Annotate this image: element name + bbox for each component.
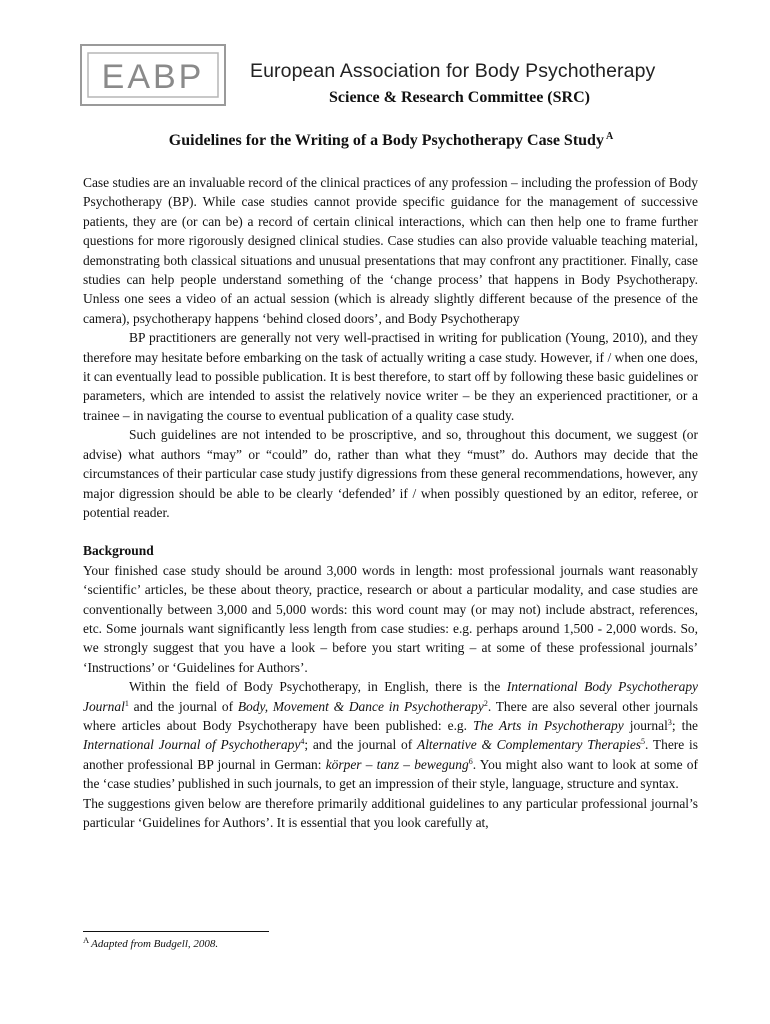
background-paragraph-1: Your finished case study should be around 3,000 words in length: most professional journals want reasonably ‘scientific’ articles, be these about theory, practice, research or about a particular modality, and case studies are conventionally between 3,000 and 5,000 words: this word count may (or may not) include abstract, references, etc. Some journals want significantly less length from case studies: e.g. perhaps around 1,500 - 2,000 words. So, we strongly suggest that you have a look – before you start writing – at some of these professional journals’ ‘Instructions’ or ‘Guidelines for Authors’. (83, 562, 698, 675)
eabp-logo (80, 44, 226, 106)
footnote (83, 935, 219, 950)
journal-title: Alternative & Complementary Therapies (416, 737, 642, 753)
footnote-ref: 5 (641, 737, 646, 747)
journal-title: International Journal of Psychotherapy (83, 737, 301, 753)
journal-title: International Body Psychotherapy Journal (83, 679, 699, 714)
document-title (0, 132, 770, 150)
footnote-mark: A (83, 935, 90, 945)
text-run: journal (623, 717, 668, 733)
journal-title: The Arts in Psychotherapy (473, 717, 624, 733)
intro-paragraph-1: Case studies are an invaluable record of the clinical practices of any profession – including the profession of Body Psychotherapy (BP). While case studies cannot provide specific guidance for the management of successive patients, they are (or can be) a record of certain clinical interactions, which can then help one to frame further questions for more rigorously designed clinical studies. Case studies can also provide valuable teaching material, demonstrating both classical situations and unusual presentations that may confront any practitioner. Finally, case studies can help people understand something of the ‘change process’ that happens in Body Psychotherapy. Unless one sees a video of an actual session (which is already slightly different because of the presence of the camera), psychotherapy happens ‘behind closed doors’, and Body Psychotherapy (83, 175, 698, 326)
background-heading: Background (83, 543, 154, 559)
footnote-ref: 6 (468, 756, 473, 766)
document-body (83, 173, 698, 832)
footnote-ref: 4 (300, 737, 305, 747)
journal-title: körper – tanz – bewegung (325, 756, 469, 772)
text-run: . There are also several other journals where articles about Body Psychotherapy have been published: e.g. (83, 698, 698, 733)
title-footnote-mark: A (605, 131, 614, 142)
committee-name: Science & Research Committee (SRC) (329, 89, 590, 106)
background-paragraph-3: The suggestions given below are therefore primarily additional guidelines to any particular professional journal’s particular ‘Guidelines for Authors’. It is essential that you look carefully at, (83, 795, 698, 830)
text-run: ; and the journal of (304, 737, 417, 753)
background-paragraph-2 (83, 677, 698, 793)
text-run: ; the (671, 717, 699, 733)
journal-title: Body, Movement & Dance in Psychotherapy (237, 698, 484, 714)
text-run: Within the field of Body Psychotherapy, in English, there is the (129, 679, 507, 695)
footnote-ref: 3 (667, 717, 672, 727)
text-run: . You might also want to look at some of the ‘case studies’ published in such journals, to get an impression of their style, language, structure and syntax. (83, 756, 698, 792)
svg-text:EABP: EABP (101, 58, 205, 96)
footnote-text: Adapted from Budgell, 2008. (91, 938, 219, 950)
footnote-divider (83, 931, 269, 932)
intro-paragraph-2: BP practitioners are generally not very well-practised in writing for publication (Young, 2010), and they therefore may hesitate before embarking on the task of actually writing a case study. However, if / when one does, it can eventually lead to possible publication. It is best therefore, to start off by following these basic guidelines or parameters, which are intended to assist the relatively novice writer – be they an experienced practitioner, or a trainee – in navigating the course to eventual publication of a quality case study. (83, 330, 698, 423)
footnote-ref: 2 (483, 698, 488, 708)
organization-name: European Association for Body Psychotherapy (250, 60, 656, 82)
intro-paragraph-3: Such guidelines are not intended to be proscriptive, and so, throughout this document, we suggest (or advise) what authors “may” or “could” do, rather than what they “must” do. Authors may decide that the circumstances of their particular case study justify digressions from these general recommendations, however, any major digression should be able to be clearly ‘defended’ if / when possibly questioned by an editor, referee, or potential reader. (83, 427, 698, 520)
text-run: . There is another professional BP journal in German: (83, 737, 698, 772)
title-text: Guidelines for the Writing of a Body Psychotherapy Case Study (168, 132, 604, 149)
footnote-ref: 1 (124, 698, 129, 708)
text-run: and the journal of (128, 698, 238, 714)
